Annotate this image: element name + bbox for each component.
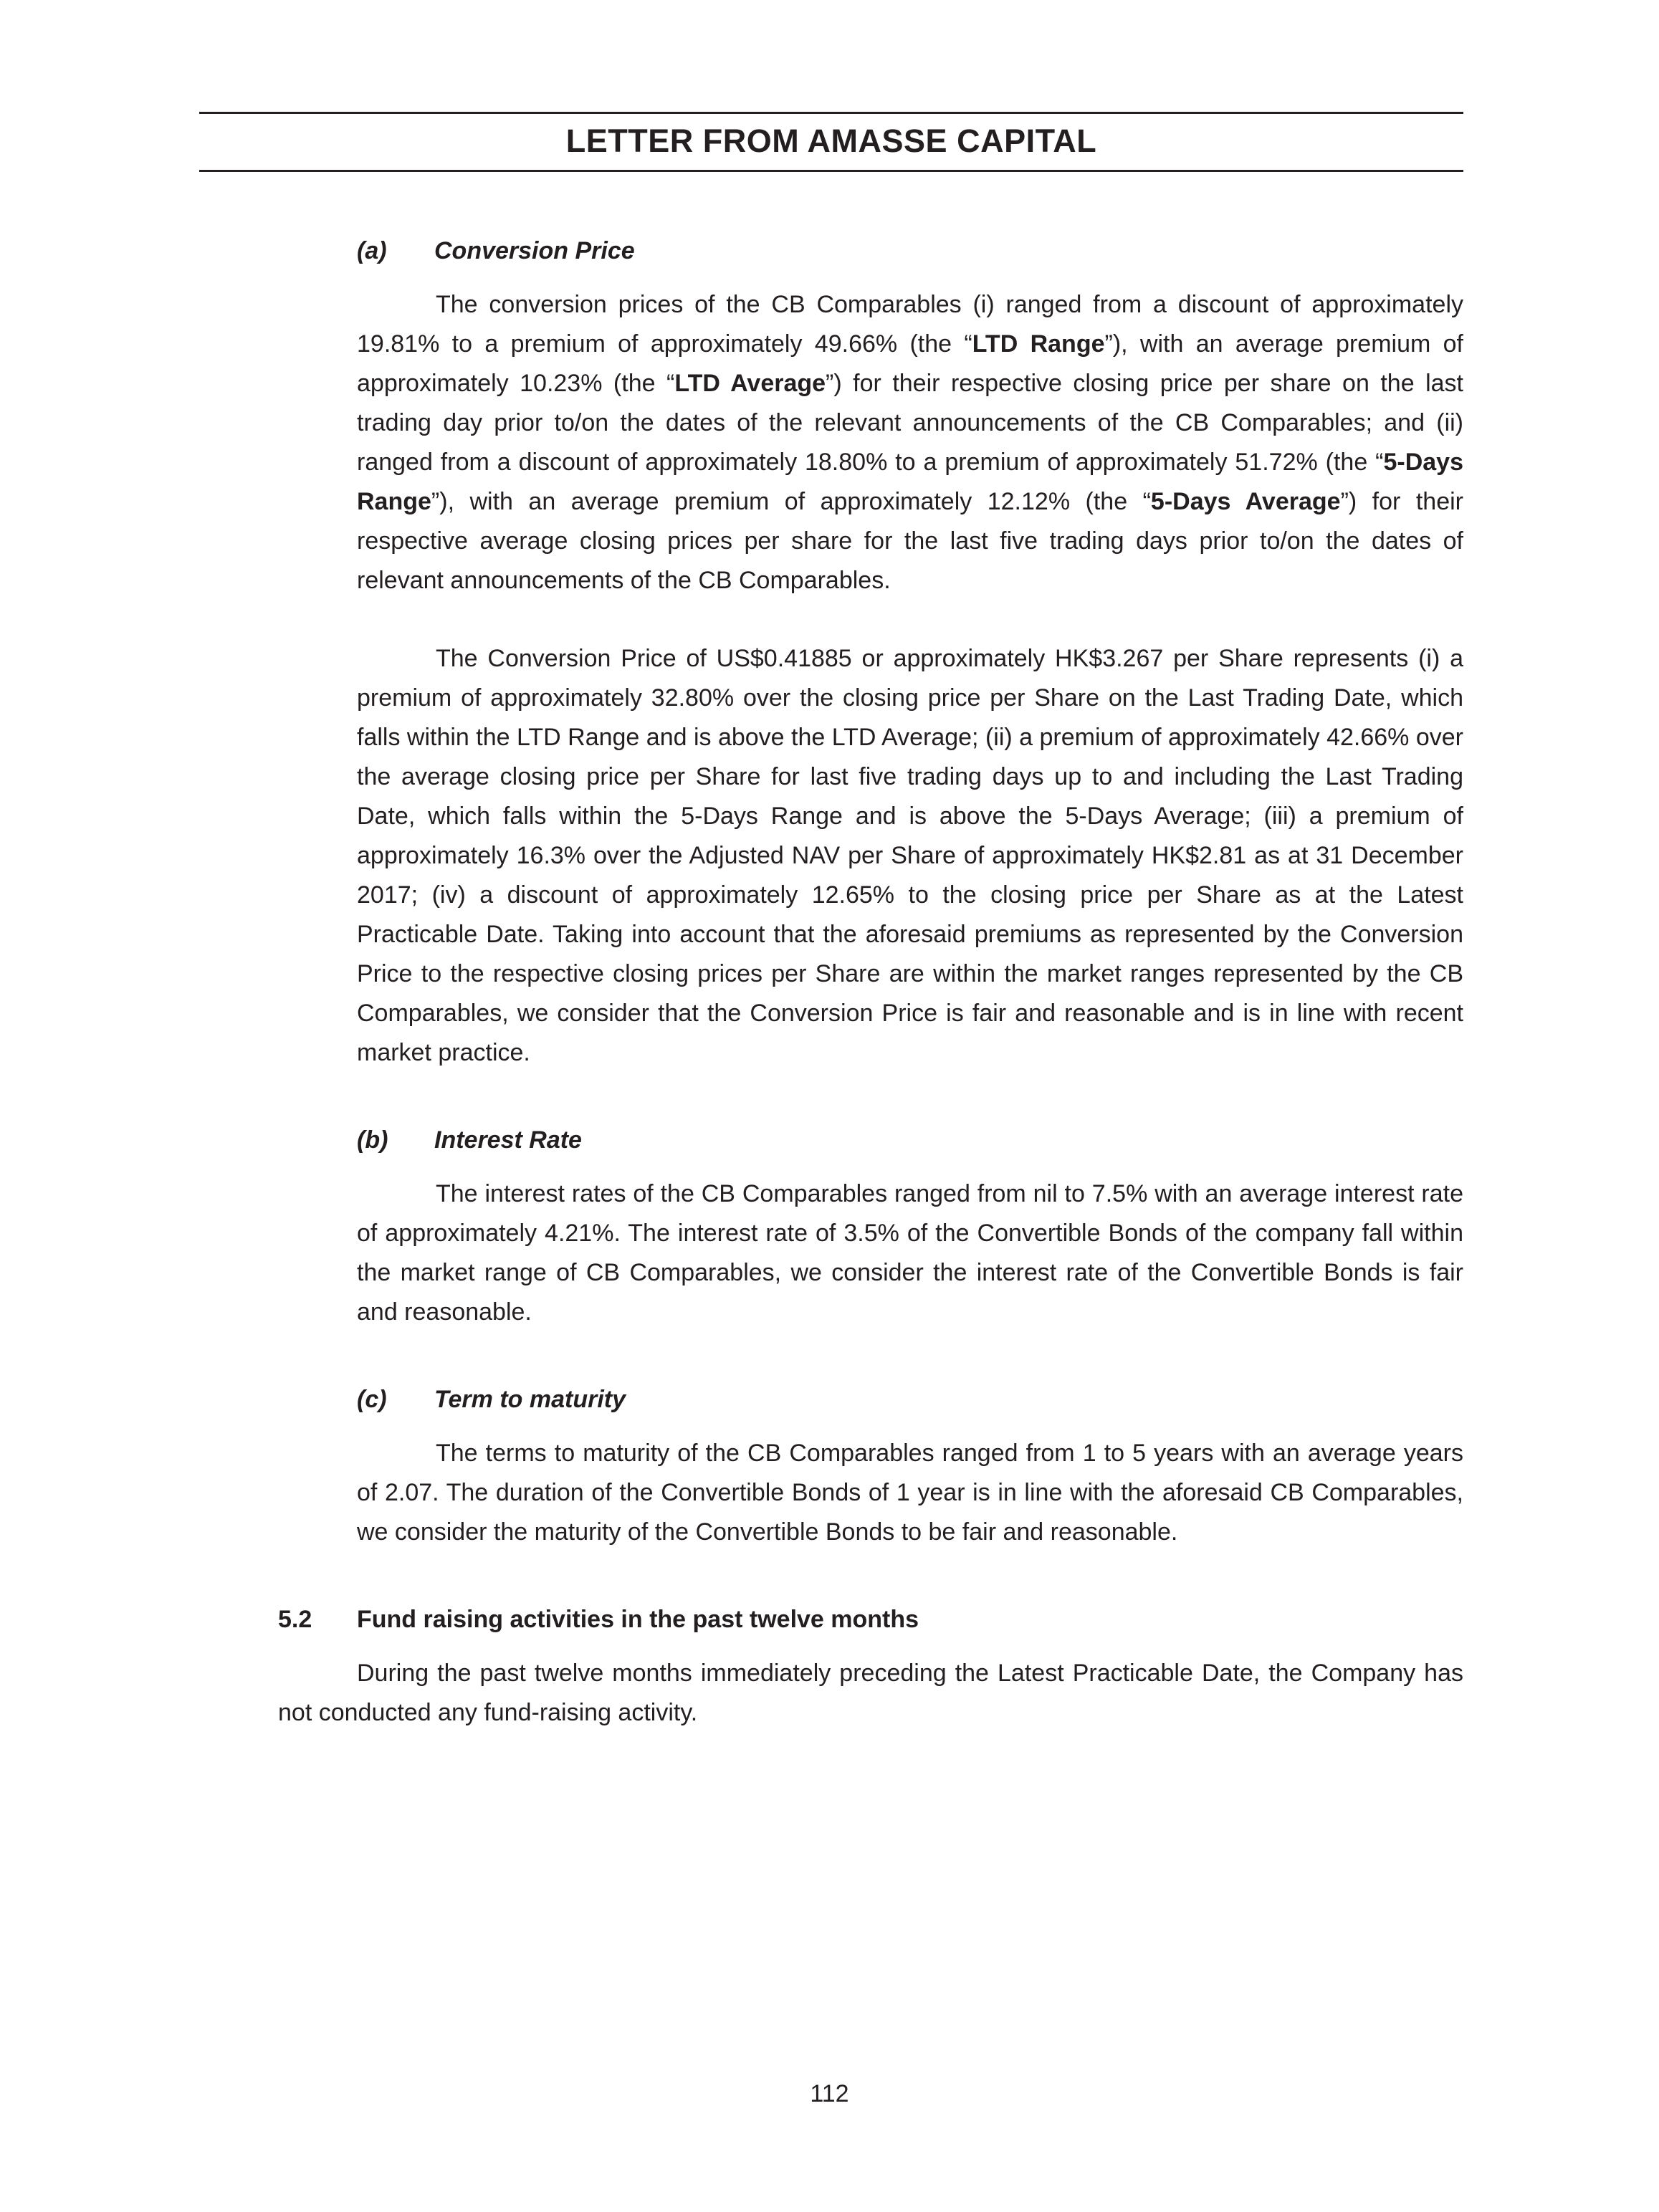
text-run: ”), with an average premium of approximately 10.23% (the “: [357, 330, 1463, 397]
subsection-heading-conversion-price: [357, 222, 1463, 285]
conversion-price-paragraph-2: The Conversion Price of US$0.41885 or approximately HK$3.267 per Share represents (i) a premium of approximately 32.80% over the closing price per Share on the Last Trading Date, which falls within the LTD Range and is above the LTD Average; (ii) a premium of approximately 42.66% over the average closing price per Share for last five trading days up to and including the Last Trading Date, which falls within the 5-Days Range and is above the 5-Days Average; (iii) a premium of approximately 16.3% over the Adjusted NAV per Share of approximately HK$2.81 as at 31 December 2017; (iv) a discount of approximately 12.65% to the closing price per Share as at the Latest Practicable Date. Taking into account that the aforesaid premiums as represented by the Conversion Price to the respective closing prices per Share are within the market ranges represented by the CB Comparables, we consider that the Conversion Price is fair and reasonable and is in line with recent market practice.: [357, 645, 1463, 1066]
page-number: 112: [810, 2080, 849, 2107]
header-bottom-rule: [199, 170, 1463, 172]
spacer: [199, 600, 1463, 639]
interest-rate-paragraph: The interest rates of the CB Comparables ranged from nil to 7.5% with an average interest rate of approximately 4.21%. The interest rate of 3.5% of the Convertible Bonds of the company fall within the market range of CB Comparables, we consider the interest rate of the Convertible Bonds is fair and reasonable.: [357, 1180, 1463, 1326]
section-heading-fund-raising: [278, 1591, 1463, 1654]
defined-term-ltd-range: LTD Range: [972, 330, 1105, 358]
subsection-title: Interest Rate: [434, 1126, 582, 1154]
page-header: [199, 112, 1463, 172]
subsection-heading-term-to-maturity: [357, 1371, 1463, 1434]
fund-raising-paragraph: During the past twelve months immediately preceding the Latest Practicable Date, the Company has not conducted any fund-raising activity.: [278, 1660, 1463, 1726]
spacer: [199, 1552, 1463, 1591]
defined-term-5-days-average: 5-Days Average: [1150, 488, 1341, 515]
conversion-price-paragraph-1: [357, 285, 1463, 600]
subsection-number: (c): [357, 1386, 387, 1413]
subsection-title: Term to maturity: [434, 1386, 626, 1413]
section-title: Fund raising activities in the past twelve months: [357, 1606, 919, 1633]
text-run: ”) for their respective closing price per share on the last trading day prior to/on the dates of the relevant announcements of the CB Comparables; and (ii) ranged from a discount of approximately 18.80% to a premium of approximately 51.72% (the “: [357, 370, 1463, 476]
spacer: [199, 1332, 1463, 1371]
subsection-number: (a): [357, 237, 387, 264]
subsection-title: Conversion Price: [434, 237, 635, 264]
document-body: [199, 222, 1463, 1733]
term-to-maturity-paragraph: The terms to maturity of the CB Comparables ranged from 1 to 5 years with an average years of 2.07. The duration of the Convertible Bonds of 1 year is in line with the aforesaid CB Comparables, we consider the maturity of the Convertible Bonds to be fair and reasonable.: [357, 1440, 1463, 1546]
section-number: 5.2: [278, 1606, 312, 1633]
text-run: The conversion prices of the CB Comparables (i) ranged from a discount of approximately 19.81% to a premium of approximately 49.66% (the “: [357, 291, 1463, 358]
text-run: ”), with an average premium of approximately 12.12% (the “: [431, 488, 1151, 515]
page-title: LETTER FROM AMASSE CAPITAL: [565, 123, 1097, 159]
defined-term-5-days-range: 5-Days Range: [357, 449, 1463, 515]
header-top-rule: [199, 112, 1463, 114]
text-run: ”) for their respective average closing prices per share for the last five trading days prior to/on the dates of relevant announcements of the CB Comparables.: [357, 488, 1463, 594]
subsection-number: (b): [357, 1126, 388, 1154]
spacer: [199, 1073, 1463, 1111]
subsection-heading-interest-rate: [357, 1111, 1463, 1174]
defined-term-ltd-average: LTD Average: [674, 370, 826, 397]
